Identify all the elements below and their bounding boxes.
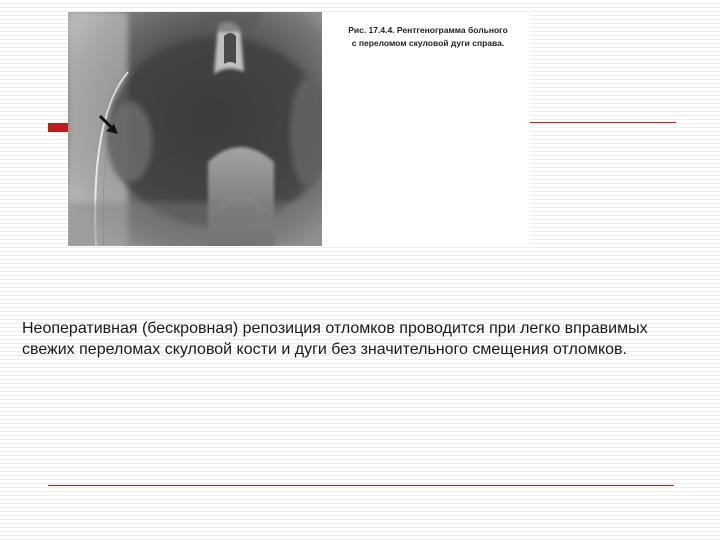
xray-image — [68, 12, 326, 246]
top-divider — [530, 122, 676, 123]
body-paragraph: Неоперативная (бескровная) репозиция отломков проводится при легко вправимых свежих переломах скуловой кости и дуги без значительного смещения отломков. — [22, 320, 648, 358]
bottom-divider — [48, 485, 674, 486]
accent-square — [48, 123, 68, 132]
figure-caption: Рис. 17.4.4. Рентгенограмма больного с переломом скуловой дуги справа. — [348, 25, 508, 48]
figure — [68, 12, 530, 246]
